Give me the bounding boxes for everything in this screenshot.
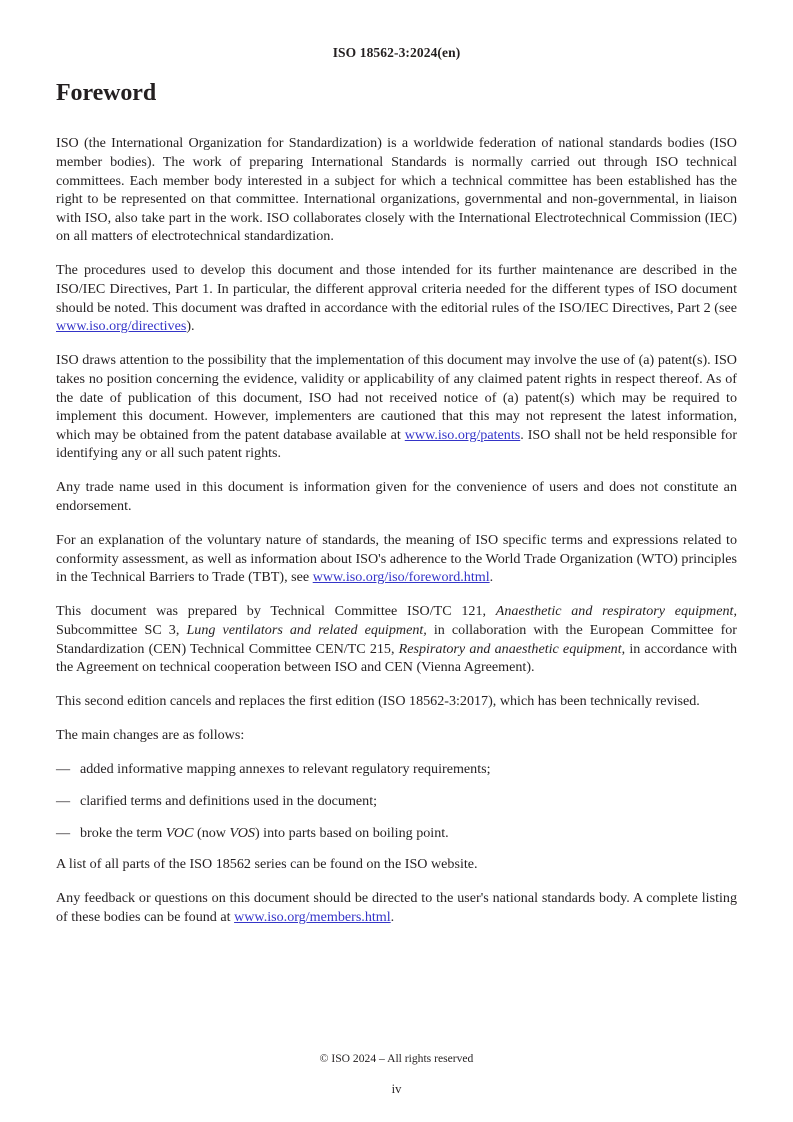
- subcommittee-title-sc3: Lung ventilators and related equipment,: [186, 621, 427, 638]
- paragraph-text: Any trade name used in this document is information given for the convenience of users and does not constitute an endorsement.: [56, 479, 737, 514]
- paragraph-series-parts: [56, 855, 737, 874]
- paragraph-text-after-link: . ISO shall not be held responsible for identifying any or all such patent rights.: [56, 426, 738, 462]
- list-item-segment: ) into parts based on boiling point.: [254, 824, 449, 841]
- paragraph-voluntary-nature: [56, 531, 737, 587]
- paragraph-scope-of-iso: [56, 134, 737, 246]
- page-title: Foreword: [56, 80, 157, 106]
- list-item: [56, 792, 737, 811]
- running-head: ISO 18562-3:2024(en): [332, 45, 461, 60]
- paragraph-text-before-link: ISO draws attention to the possibility that the implementation of this document may involve the use of (a) patent(s). ISO takes no position concerning the evidence, validity or applicability of any claimed patent rights in respect thereof. As of the date of publication of this document, ISO had not received notice of (a) patent(s) which may be required to implement this document. However, implementers are cautioned that this may not represent the latest information, which may be obtained from the patent database available at: [56, 352, 737, 443]
- committee-title-cen-tc215: Respiratory and anaesthetic equipment: [398, 640, 622, 657]
- paragraph-second-edition: [56, 692, 737, 711]
- paragraph-segment: in collaboration with the European Committee for Standardization (CEN) Technical Committee CEN/TC 215,: [56, 621, 738, 657]
- footer-page-number: iv: [391, 1082, 402, 1096]
- paragraph-text-before-link: The procedures used to develop this document and those intended for its further maintenance are described in the ISO/IEC Directives, Part 1. In particular, the different approval criteria needed for the different types of ISO document should be noted. This document was drafted in accordance with the editorial rules of the ISO/IEC Directives, Part 2 (see: [56, 262, 737, 316]
- paragraph-patents: [56, 351, 737, 463]
- paragraph-text: This second edition cancels and replaces the first edition (ISO 18562-3:2017), which has been technically revised.: [56, 693, 700, 710]
- footer-copyright: © ISO 2024 – All rights reserved: [319, 1052, 474, 1065]
- em-dash-bullet: —: [56, 793, 71, 810]
- paragraph-text-after-link: ).: [186, 318, 195, 335]
- committee-title-tc121: Anaesthetic and respiratory equipment: [495, 603, 734, 620]
- paragraph-segment: , in accordance with the Agreement on technical cooperation between ISO and CEN (Vienna Agreement).: [56, 640, 738, 676]
- paragraph-text-after-link: .: [489, 569, 494, 586]
- term-voc: VOC: [165, 824, 194, 841]
- link-iso-foreword[interactable]: www.iso.org/iso/foreword.html: [312, 569, 490, 586]
- paragraph-text-before-link: For an explanation of the voluntary nature of standards, the meaning of ISO specific terms and expressions related to conformity assessment, as well as information about ISO's adherence to the World Trade Organization (WTO) principles in the Technical Barriers to Trade (TBT), see: [56, 532, 737, 586]
- paragraph-segment: , Subcommittee SC 3,: [56, 603, 737, 638]
- paragraph-trade-name: [56, 478, 737, 515]
- link-iso-members[interactable]: www.iso.org/members.html: [234, 908, 391, 925]
- paragraph-text: A list of all parts of the ISO 18562 series can be found on the ISO website.: [56, 856, 478, 873]
- list-item: [56, 760, 737, 779]
- list-item-text: added informative mapping annexes to relevant regulatory requirements;: [80, 761, 491, 778]
- paragraph-text-before-link: Any feedback or questions on this document should be directed to the user's national standards body. A complete listing of these bodies can be found at: [56, 890, 737, 925]
- paragraph-procedures: [56, 261, 737, 335]
- list-item-text: clarified terms and definitions used in the document;: [80, 793, 378, 810]
- list-item-text: [80, 824, 737, 843]
- link-iso-directives[interactable]: www.iso.org/directives: [56, 318, 187, 335]
- link-iso-patents[interactable]: www.iso.org/patents: [404, 426, 521, 443]
- list-item: [56, 824, 737, 843]
- paragraph-technical-committee: [56, 602, 737, 676]
- paragraph-main-changes-intro: [56, 726, 737, 745]
- list-item-segment: (now: [193, 824, 230, 841]
- paragraph-text: The main changes are as follows:: [56, 727, 245, 744]
- em-dash-bullet: —: [56, 761, 71, 778]
- paragraph-feedback: [56, 889, 737, 926]
- paragraph-text-after-link: .: [390, 908, 395, 925]
- em-dash-bullet: —: [56, 824, 71, 841]
- list-item-segment: broke the term: [80, 824, 166, 841]
- term-vos: VOS: [229, 824, 255, 841]
- paragraph-text: ISO (the International Organization for Standardization) is a worldwide federation of national standards bodies (ISO member bodies). The work of preparing International Standards is normally carried out through ISO technical committees. Each member body interested in a subject for which a technical committee has been established has the right to be represented on that committee. International organizations, governmental and non-governmental, in liaison with ISO, also take part in the work. ISO collaborates closely with the International Electrotechnical Commission (IEC) on all matters of electrotechnical standardization.: [56, 135, 737, 245]
- paragraph-segment: This document was prepared by Technical Committee ISO/TC 121,: [56, 603, 496, 620]
- document-body: [56, 80, 737, 942]
